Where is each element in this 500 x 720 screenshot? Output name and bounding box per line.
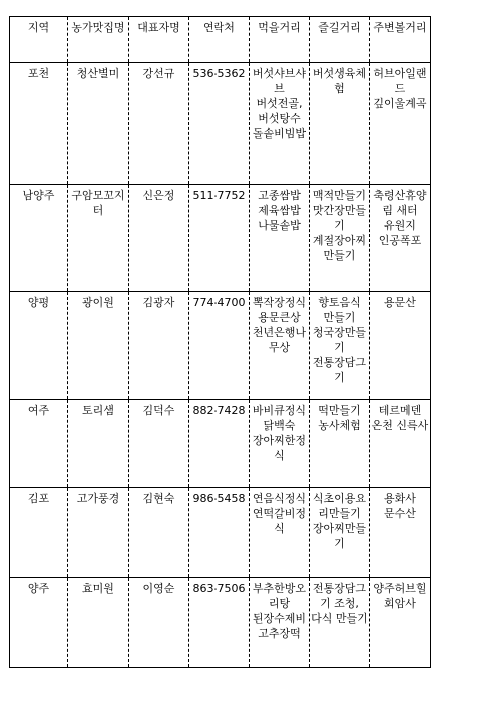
cell-food: 버섯샤브샤브 버섯전골, 버섯탕수 돌솥비빔밥	[250, 63, 310, 185]
cell-nearby-sights: 축령산휴양림 새터 유원지 인공폭포	[370, 185, 431, 292]
cell-restaurant-name: 구암모꼬지터	[68, 185, 129, 292]
cell-contact: 986-5458	[189, 488, 250, 578]
cell-representative: 김현숙	[129, 488, 189, 578]
cell-food: 연음식정식 연떡갈비정식	[250, 488, 310, 578]
header-cell-region: 지역	[10, 17, 68, 63]
cell-restaurant-name: 청산별미	[68, 63, 129, 185]
cell-representative: 김덕수	[129, 400, 189, 488]
cell-restaurant-name: 효미원	[68, 578, 129, 668]
cell-contact: 774-4700	[189, 292, 250, 400]
cell-nearby-sights: 용문산	[370, 292, 431, 400]
cell-contact: 536-5362	[189, 63, 250, 185]
table-row	[10, 63, 431, 185]
cell-region: 양주	[10, 578, 68, 668]
table-row	[10, 400, 431, 488]
cell-representative: 강선규	[129, 63, 189, 185]
table-row	[10, 488, 431, 578]
cell-activities: 버섯생육체험	[310, 63, 370, 185]
cell-contact: 511-7752	[189, 185, 250, 292]
cell-activities: 향토음식 만들기 청국장만들기 전통장담그기	[310, 292, 370, 400]
cell-food: 고종쌈밥 제육쌈밥 나물솥밥	[250, 185, 310, 292]
header-cell-restaurant-name: 농가맛집명	[68, 17, 129, 63]
farm-restaurant-table	[9, 16, 431, 668]
cell-activities: 맥적만들기 맛간장만들기 계절장아찌만들기	[310, 185, 370, 292]
cell-region: 남양주	[10, 185, 68, 292]
cell-representative: 김광자	[129, 292, 189, 400]
cell-restaurant-name: 토리샘	[68, 400, 129, 488]
table-row	[10, 185, 431, 292]
cell-activities: 떡만들기 농사체험	[310, 400, 370, 488]
cell-region: 여주	[10, 400, 68, 488]
table-row	[10, 292, 431, 400]
cell-activities: 전통장담그기 조청,다식 만들기	[310, 578, 370, 668]
table-header-row	[10, 17, 431, 63]
header-cell-representative: 대표자명	[129, 17, 189, 63]
cell-representative: 신은정	[129, 185, 189, 292]
cell-representative: 이영순	[129, 578, 189, 668]
cell-contact: 863-7506	[189, 578, 250, 668]
header-cell-nearby-sights: 주변볼거리	[370, 17, 431, 63]
header-cell-food: 먹을거리	[250, 17, 310, 63]
cell-nearby-sights: 용화사 문수산	[370, 488, 431, 578]
cell-food: 뽁작장정식 용문큰상 천년은행나무상	[250, 292, 310, 400]
cell-activities: 식초이용요리만들기 장아찌만들기	[310, 488, 370, 578]
cell-restaurant-name: 고가풍경	[68, 488, 129, 578]
cell-region: 양평	[10, 292, 68, 400]
table-row	[10, 578, 431, 668]
header-cell-contact: 연락처	[189, 17, 250, 63]
cell-contact: 882-7428	[189, 400, 250, 488]
cell-restaurant-name: 광이원	[68, 292, 129, 400]
header-cell-activities: 즐길거리	[310, 17, 370, 63]
cell-food: 바비큐정식 닭백숙 장아찌한정식	[250, 400, 310, 488]
cell-region: 김포	[10, 488, 68, 578]
cell-nearby-sights: 허브아일랜드 깊이울계곡	[370, 63, 431, 185]
cell-region: 포천	[10, 63, 68, 185]
cell-food: 부추한방오리탕 된장수제비고추장떡	[250, 578, 310, 668]
cell-nearby-sights: 테르메덴 온천 신륵사	[370, 400, 431, 488]
cell-nearby-sights: 양주허브힐 회암사	[370, 578, 431, 668]
